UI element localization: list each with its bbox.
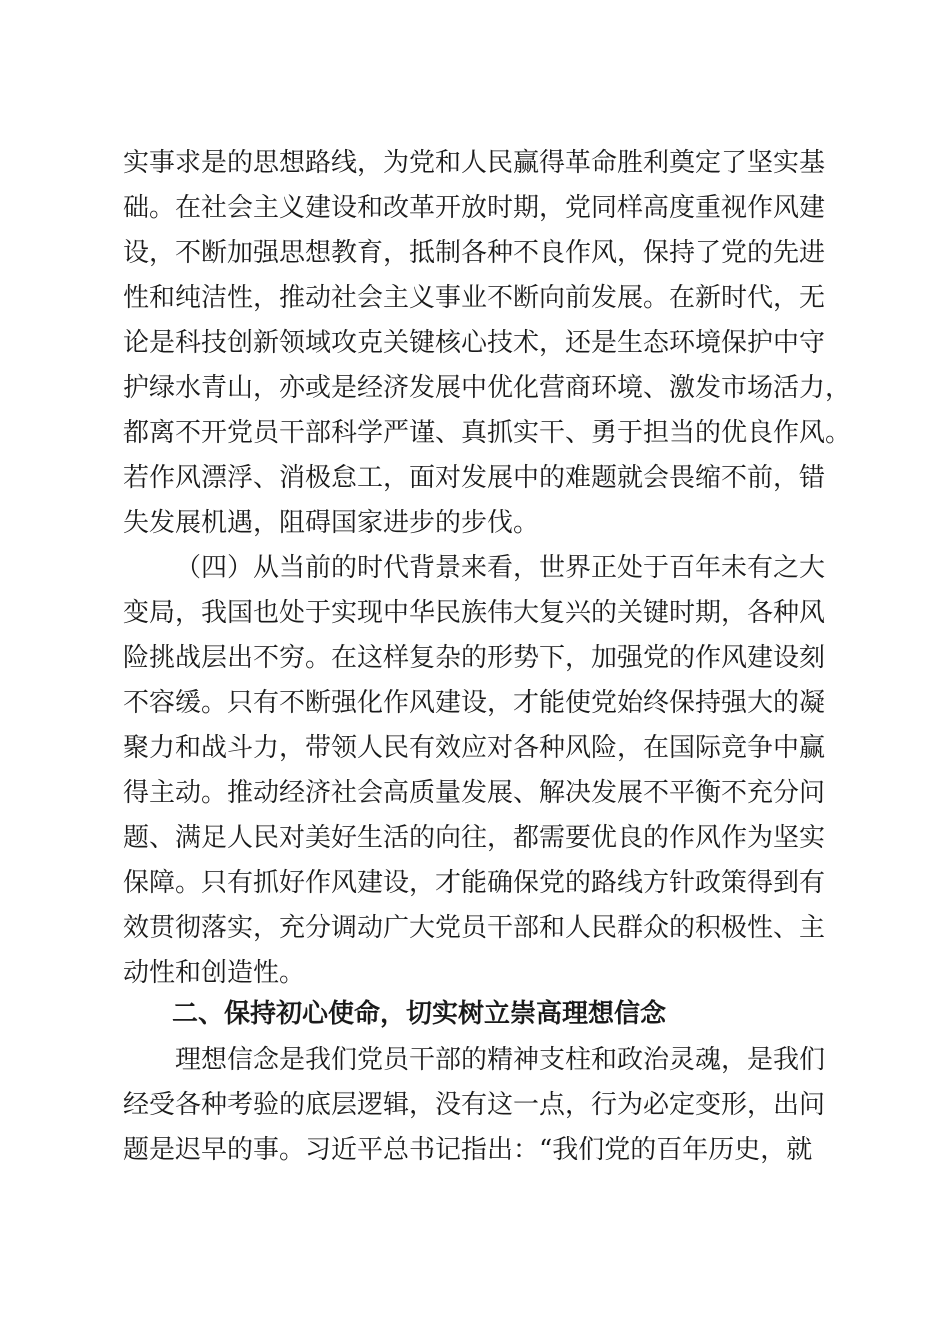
paragraph-1-line: 础。在社会主义建设和改革开放时期，党同样高度重视作风建 <box>123 193 826 223</box>
paragraph-2-line: 得主动。推动经济社会高质量发展、解决发展不平衡不充分问 <box>123 778 826 808</box>
paragraph-1-line: 论是科技创新领域攻克关键核心技术，还是生态环境保护中守 <box>123 328 826 358</box>
paragraph-1-line: 性和纯洁性，推动社会主义事业不断向前发展。在新时代，无 <box>123 283 826 313</box>
paragraph-2-line: 题、满足人民对美好生活的向往，都需要优良的作风作为坚实 <box>123 823 826 853</box>
paragraph-3-line: 理想信念是我们党员干部的精神支柱和政治灵魂，是我们 <box>175 1045 826 1075</box>
paragraph-2-line: 效贯彻落实，充分调动广大党员干部和人民群众的积极性、主 <box>123 913 826 943</box>
paragraph-1-line: 护绿水青山，亦或是经济发展中优化营商环境、激发市场活力， <box>123 373 852 403</box>
paragraph-2-line: 聚力和战斗力，带领人民有效应对各种风险，在国际竞争中赢 <box>123 733 826 763</box>
paragraph-2-line: 变局，我国也处于实现中华民族伟大复兴的关键时期，各种风 <box>123 598 826 628</box>
paragraph-1-line: 失发展机遇，阻碍国家进步的步伐。 <box>123 508 540 538</box>
paragraph-2-line: 保障。只有抓好作风建设，才能确保党的路线方针政策得到有 <box>123 868 826 898</box>
paragraph-2-line: （四）从当前的时代背景来看，世界正处于百年未有之大 <box>175 553 826 583</box>
paragraph-1-line: 若作风漂浮、消极怠工，面对发展中的难题就会畏缩不前，错 <box>123 463 826 493</box>
paragraph-1-line: 设，不断加强思想教育，抵制各种不良作风，保持了党的先进 <box>123 238 826 268</box>
paragraph-3-line: 题是迟早的事。习近平总书记指出：“我们党的百年历史，就 <box>123 1135 813 1165</box>
section-heading: 二、保持初心使命，切实树立崇高理想信念 <box>172 999 667 1029</box>
paragraph-1-line: 都离不开党员干部科学严谨、真抓实干、勇于担当的优良作风。 <box>123 418 852 448</box>
paragraph-2-line: 不容缓。只有不断强化作风建设，才能使党始终保持强大的凝 <box>123 688 826 718</box>
paragraph-2-line: 险挑战层出不穷。在这样复杂的形势下，加强党的作风建设刻 <box>123 643 826 673</box>
paragraph-3-line: 经受各种考验的底层逻辑，没有这一点，行为必定变形，出问 <box>123 1090 826 1120</box>
paragraph-2-line: 动性和创造性。 <box>123 958 306 988</box>
paragraph-1-line: 实事求是的思想路线，为党和人民赢得革命胜利奠定了坚实基 <box>123 148 826 178</box>
